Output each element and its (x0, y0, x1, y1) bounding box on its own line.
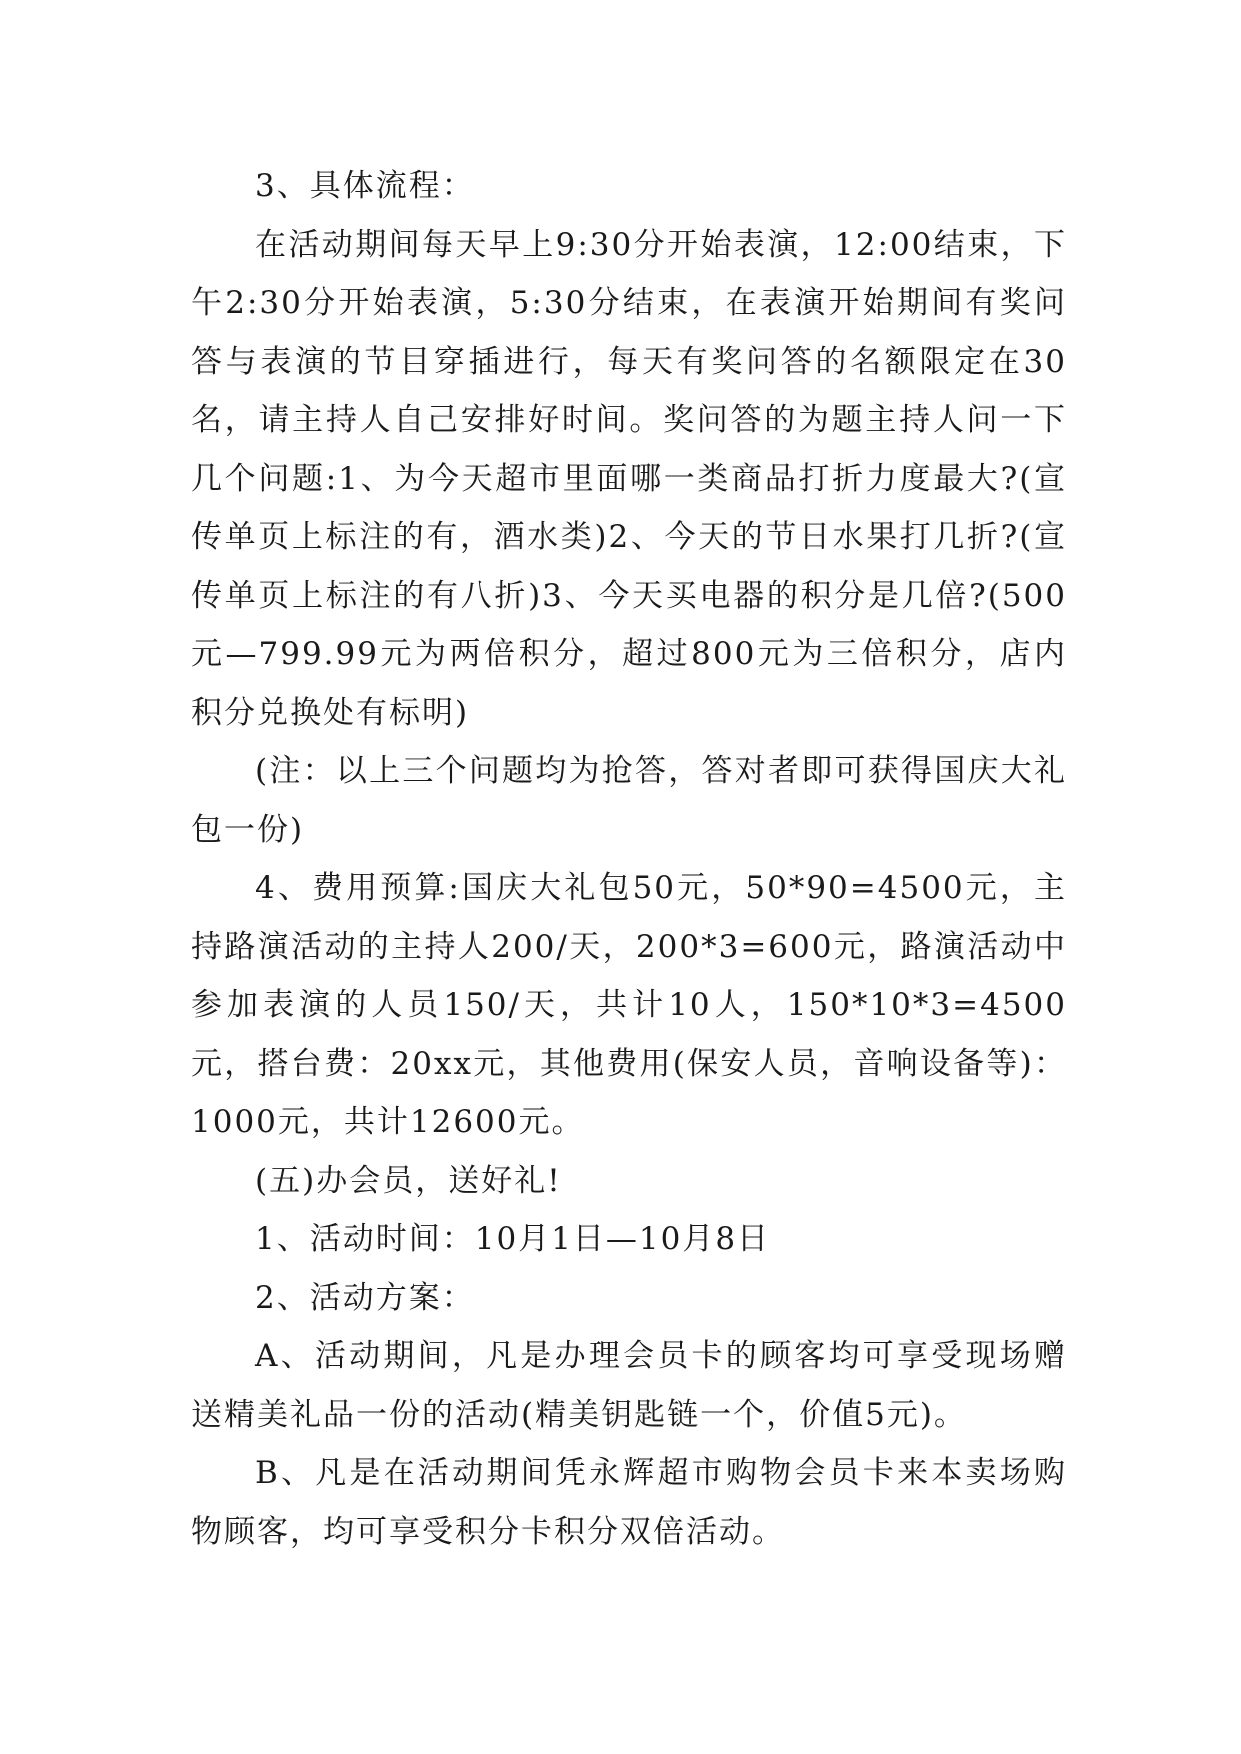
paragraph-activity-plan-heading: 2、活动方案： (255, 1279, 475, 1316)
paragraph-budget: 4、费用预算:国庆大礼包50元，50*90=4500元，主持路演活动的主持人200/天，200*3=600元，路演活动中参加表演的人员150/天，共计10人，150*10*3=4500元，搭台费：20xx元，其他费用(保安人员，音响设备等)：1000元，共计12600元。 (191, 870, 1067, 1140)
paragraph-note: (注：以上三个问题均为抢答，答对者即可获得国庆大礼包一份) (191, 753, 1067, 848)
paragraph-section-five-heading: (五)办会员，送好礼! (255, 1162, 562, 1199)
paragraph-activity-time: 1、活动时间：10月1日—10月8日 (255, 1221, 771, 1257)
document-body (191, 157, 1067, 1561)
paragraph-process-heading: 3、具体流程： (255, 168, 475, 204)
paragraph-plan-a: A、活动期间，凡是办理会员卡的顾客均可享受现场赠送精美礼品一份的活动(精美钥匙链一个，价值5元)。 (191, 1338, 1067, 1433)
paragraph-process-details: 在活动期间每天早上9:30分开始表演，12:00结束，下午2:30分开始表演，5:30分结束，在表演开始期间有奖问答与表演的节目穿插进行，每天有奖问答的名额限定在30名，请主持人自己安排好时间。奖问答的为题主持人问一下几个问题:1、为今天超市里面哪一类商品打折力度最大?(宣传单页上标注的有，酒水类)2、今天的节日水果打几折?(宣传单页上标注的有八折)3、今天买电器的积分是几倍?(500元—799.99元为两倍积分，超过800元为三倍积分，店内积分兑换处有标明) (191, 226, 1067, 731)
paragraph-plan-b: B、凡是在活动期间凭永辉超市购物会员卡来本卖场购物顾客，均可享受积分卡积分双倍活动。 (191, 1455, 1067, 1550)
